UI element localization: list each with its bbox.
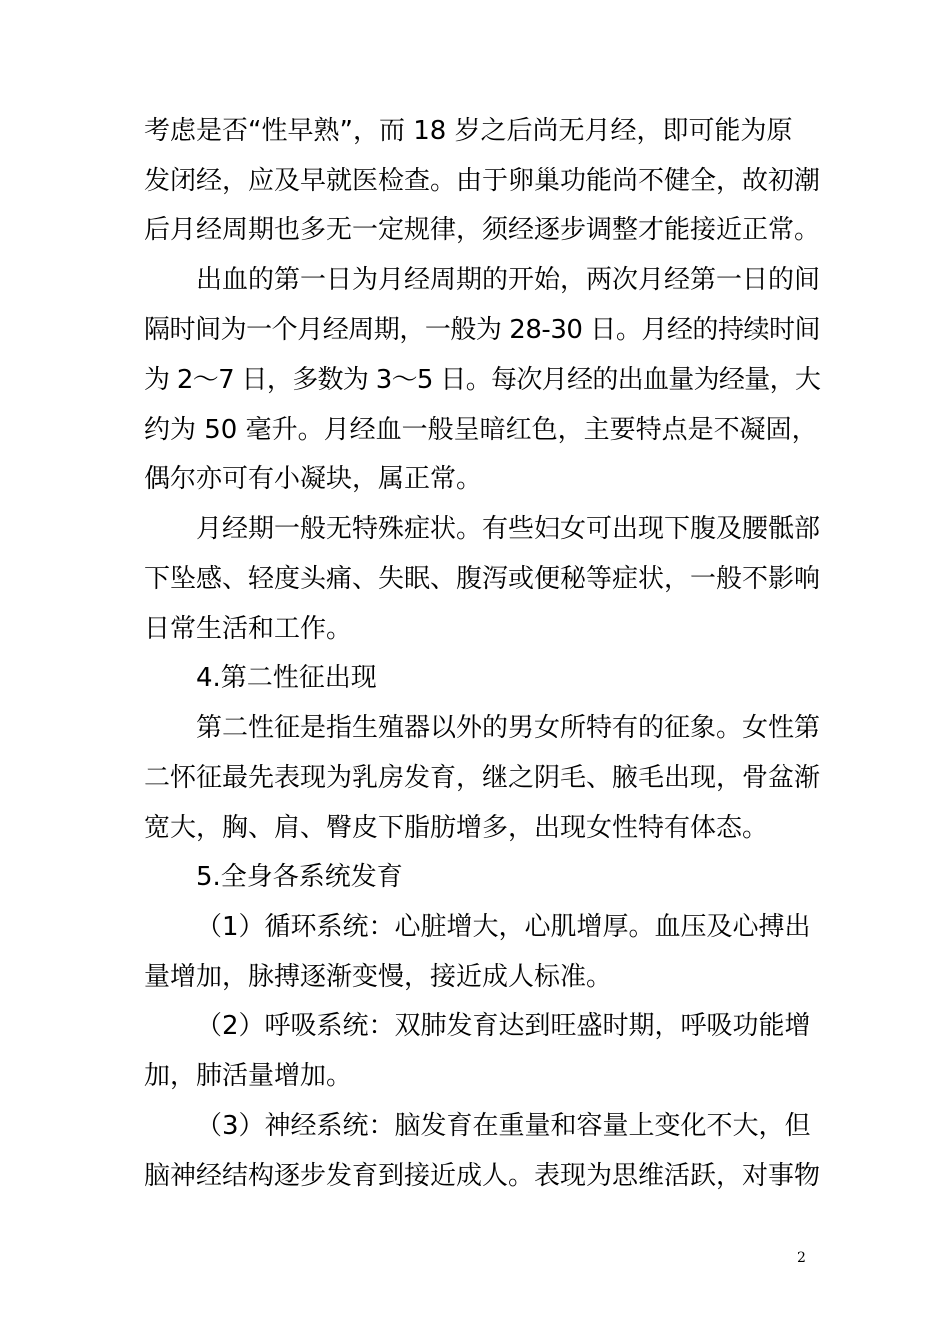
text-line: （1）循环系统：心脏增大，心肌增厚。血压及心搏出 [196, 912, 811, 942]
text-line: 加，肺活量增加。 [144, 1061, 353, 1091]
text-line: 月经期一般无特殊症状。有些妇女可出现下腹及腰骶部 [196, 514, 821, 544]
page-number: 2 [797, 1250, 806, 1266]
text-line: 偶尔亦可有小凝块，属正常。 [144, 464, 483, 494]
text-line: 第二性征是指生殖器以外的男女所特有的征象。女性第 [196, 713, 821, 743]
text-line: 脑神经结构逐步发育到接近成人。表现为思维活跃，对事物 [144, 1161, 821, 1191]
text-line: 发闭经，应及早就医检查。由于卵巢功能尚不健全，故初潮 [144, 166, 821, 196]
text-line: 为 2～7 日，多数为 3～5 日。每次月经的出血量为经量，大 [144, 365, 821, 395]
text-line: 二怀征最先表现为乳房发育，继之阴毛、腋毛出现，骨盆渐 [144, 763, 821, 793]
text-line: 日常生活和工作。 [144, 614, 353, 644]
text-line: 出血的第一日为月经周期的开始，两次月经第一日的间 [196, 265, 821, 295]
text-line: 隔时间为一个月经周期，一般为 28-30 日。月经的持续时间 [144, 315, 821, 345]
text-line: 量增加，脉搏逐渐变慢，接近成人标准。 [144, 962, 613, 992]
text-line: （2）呼吸系统：双肺发育达到旺盛时期，呼吸功能增 [196, 1011, 811, 1041]
text-line: 后月经周期也多无一定规律，须经逐步调整才能接近正常。 [144, 215, 821, 245]
section-heading: 4.第二性征出现 [196, 663, 377, 693]
text-line: 宽大，胸、肩、臀皮下脂肪增多，出现女性特有体态。 [144, 813, 769, 843]
section-heading: 5.全身各系统发育 [196, 862, 403, 892]
text-line: 下坠感、轻度头痛、失眠、腹泻或便秘等症状，一般不影响 [144, 564, 821, 594]
text-line: 约为 50 毫升。月经血一般呈暗红色，主要特点是不凝固， [144, 415, 818, 445]
text-line: （3）神经系统：脑发育在重量和容量上变化不大，但 [196, 1111, 811, 1141]
text-line: 考虑是否“性早熟”，而 18 岁之后尚无月经，即可能为原 [144, 116, 793, 146]
